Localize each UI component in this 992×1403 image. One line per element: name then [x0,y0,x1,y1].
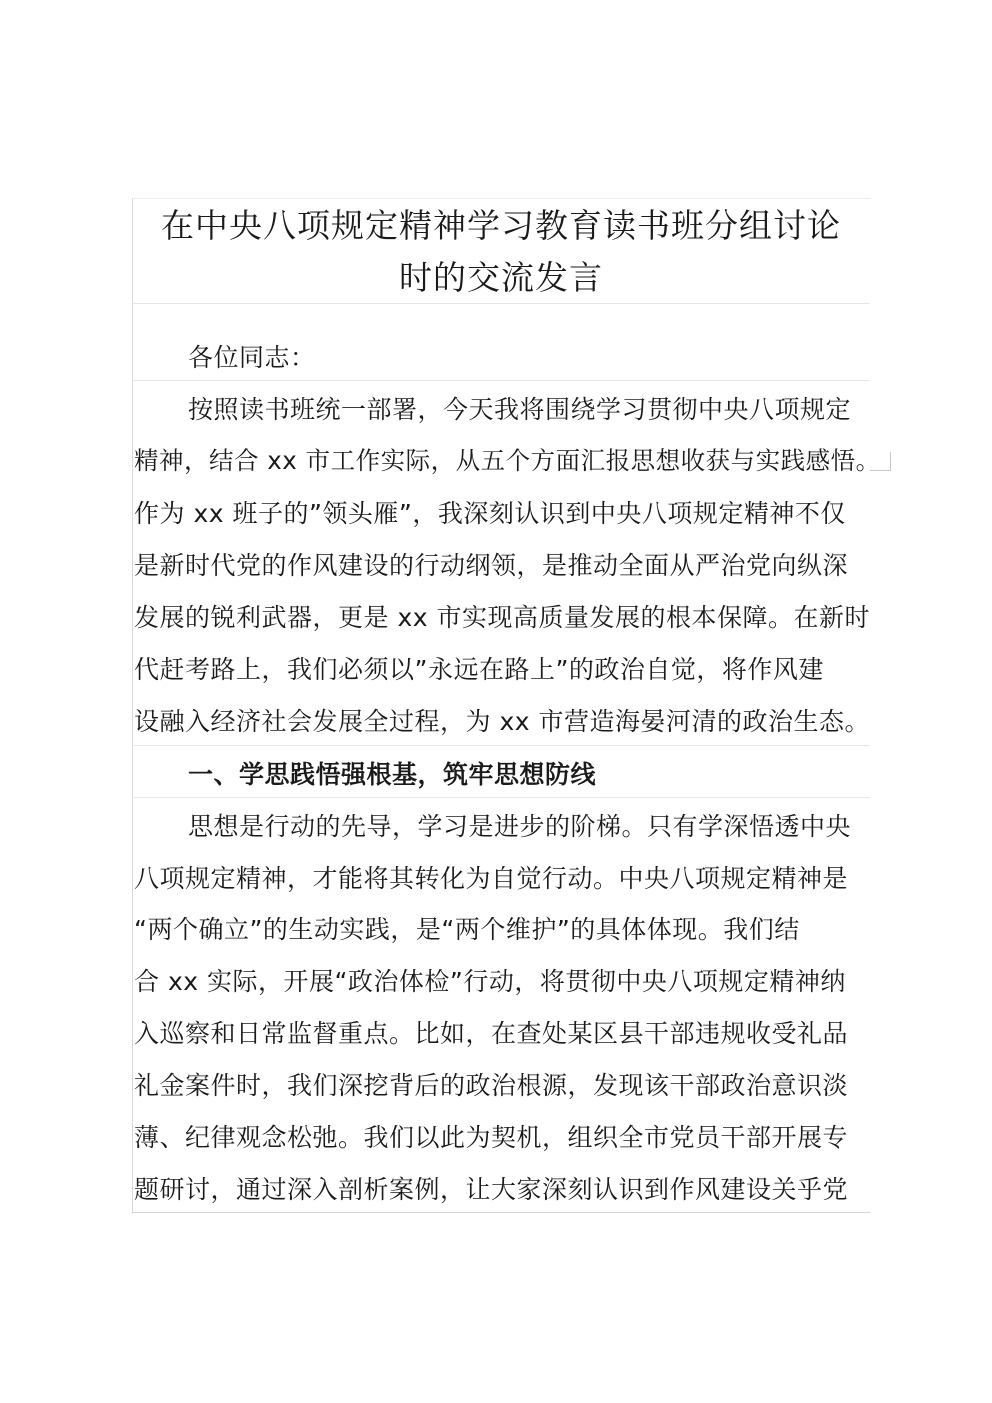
paragraph-2-line: 八项规定精神，才能将其转化为自觉行动。中央八项规定精神是 [134,864,849,893]
paragraph-2-line: 题研讨，通过深入剖析案例，让大家深刻认识到作风建设关乎党 [134,1175,849,1204]
paragraph-1-line: 代赶考路上，我们必须以”永远在路上”的政治自觉，将作风建 [134,655,824,684]
paragraph-2-line: 入巡察和日常监督重点。比如，在查处某区县干部违规收受礼品 [134,1019,849,1048]
paragraph-1-line: 发展的锐利武器，更是 xx 市实现高质量发展的根本保障。在新时 [134,603,870,632]
paragraph-2-line: 合 xx 实际，开展“政治体检”行动，将贯彻中央八项规定精神纳 [134,967,846,996]
paragraph-1-line: 精神，结合 xx 市工作实际，从五个方面汇报思想收获与实践感悟。 [134,446,881,475]
salutation: 各位同志： [188,343,316,372]
divider [132,797,870,798]
paragraph-2-line: “两个确立”的生动实践，是“两个维护”的具体体现。我们结 [134,915,800,944]
paragraph-1-line: 设融入经济社会发展全过程，为 xx 市营造海晏河清的政治生态。 [134,707,870,736]
divider [132,303,870,304]
paragraph-1-line: 按照读书班统一部署，今天我将围绕学习贯彻中央八项规定 [188,395,852,424]
paragraph-2-line: 思想是行动的先导，学习是进步的阶梯。只有学深悟透中央 [188,812,852,841]
document-title [132,200,870,304]
paragraph-2-line: 薄、纪律观念松弛。我们以此为契机，组织全市党员干部开展专 [134,1123,849,1152]
title-line-2: 时的交流发言 [399,258,603,297]
title-line-1: 在中央八项规定精神学习教育读书班分组讨论 [161,206,841,245]
paragraph-1-line: 是新时代党的作风建设的行动纲领，是推动全面从严治党向纵深 [134,551,849,580]
margin-marker [870,452,891,471]
paragraph-2-line: 礼金案件时，我们深挖背后的政治根源，发现该干部政治意识淡 [134,1071,849,1100]
section-heading: 一、学思践悟强根基，筑牢思想防线 [188,760,597,789]
divider [132,380,870,381]
content-frame-bottom [132,1212,870,1213]
divider [132,745,870,746]
paragraph-1-line: 作为 xx 班子的”领头雁”，我深刻认识到中央八项规定精神不仅 [134,499,846,528]
